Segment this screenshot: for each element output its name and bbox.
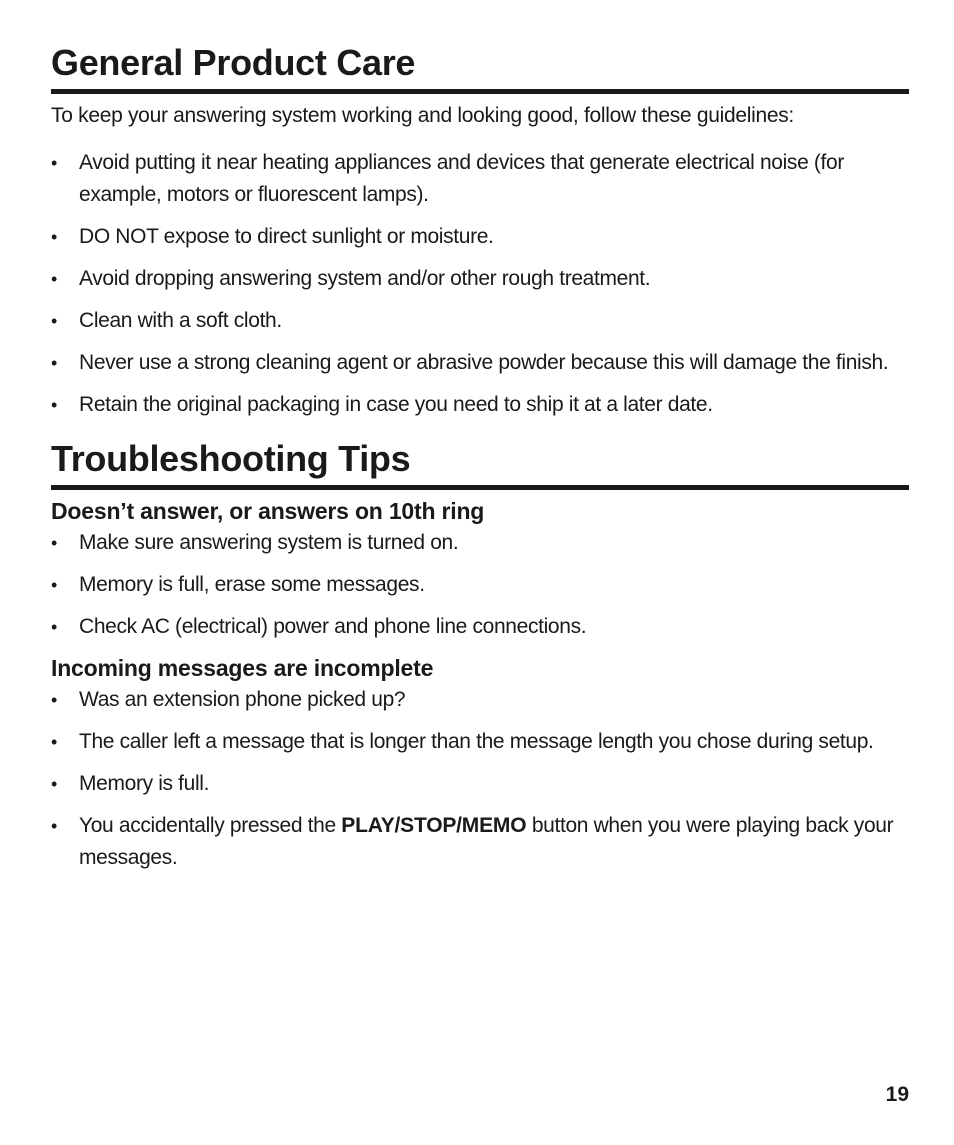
bullet-icon: • <box>51 269 57 289</box>
bullet-icon: • <box>51 153 57 173</box>
list-item-text: Memory is full, erase some messages. <box>79 573 425 596</box>
list-item <box>51 263 909 295</box>
bullet-icon: • <box>51 816 57 836</box>
list-item <box>51 810 909 874</box>
section-title-troubleshooting-tips: Troubleshooting Tips <box>51 441 909 490</box>
list-item <box>51 305 909 337</box>
list-item-text: Avoid putting it near heating appliances and devices that generate electrical noise (for example, motors or fluorescent lamps). <box>79 151 844 206</box>
button-name-play-stop-memo: PLAY/STOP/MEMO <box>341 814 527 837</box>
list-item-text: The caller left a message that is longer than the message length you chose during setup. <box>79 730 874 753</box>
list-item <box>51 527 909 559</box>
list-item-text-prefix: You accidentally pressed the <box>79 814 342 837</box>
subsection-heading-incomplete-messages: Incoming messages are incomplete <box>51 655 434 681</box>
list-item <box>51 768 909 800</box>
list-item <box>51 221 909 253</box>
list-item <box>51 347 909 379</box>
bullet-icon: • <box>51 311 57 331</box>
list-item <box>51 147 909 211</box>
general-care-intro: To keep your answering system working and looking good, follow these guidelines: <box>51 104 794 127</box>
list-item-text: Was an extension phone picked up? <box>79 688 406 711</box>
list-item <box>51 726 909 758</box>
subsection-heading-no-answer: Doesn’t answer, or answers on 10th ring <box>51 498 485 524</box>
bullet-icon: • <box>51 227 57 247</box>
list-item <box>51 569 909 601</box>
list-item-text: Retain the original packaging in case you need to ship it at a later date. <box>79 393 713 416</box>
bullet-icon: • <box>51 617 57 637</box>
list-item <box>51 684 909 716</box>
page-number: 19 <box>885 1083 909 1106</box>
list-item-text: Make sure answering system is turned on. <box>79 531 459 554</box>
list-item-text: DO NOT expose to direct sunlight or moisture. <box>79 225 494 248</box>
bullet-icon: • <box>51 353 57 373</box>
manual-page <box>51 0 909 884</box>
bullet-icon: • <box>51 690 57 710</box>
list-item-text: Never use a strong cleaning agent or abrasive powder because this will damage the finish. <box>79 351 889 374</box>
no-answer-list <box>51 527 909 643</box>
general-care-list <box>51 147 909 421</box>
bullet-icon: • <box>51 395 57 415</box>
list-item-text: Memory is full. <box>79 772 210 795</box>
list-item-text: Clean with a soft cloth. <box>79 309 282 332</box>
bullet-icon: • <box>51 533 57 553</box>
list-item-text-suffix: button when you were playing back your messages. <box>79 814 894 869</box>
bullet-icon: • <box>51 732 57 752</box>
list-item <box>51 389 909 421</box>
list-item <box>51 611 909 643</box>
list-item-text: Check AC (electrical) power and phone line connections. <box>79 615 587 638</box>
incomplete-messages-list <box>51 684 909 874</box>
list-item-text: Avoid dropping answering system and/or other rough treatment. <box>79 267 651 290</box>
bullet-icon: • <box>51 575 57 595</box>
bullet-icon: • <box>51 774 57 794</box>
section-title-general-product-care: General Product Care <box>51 45 909 94</box>
